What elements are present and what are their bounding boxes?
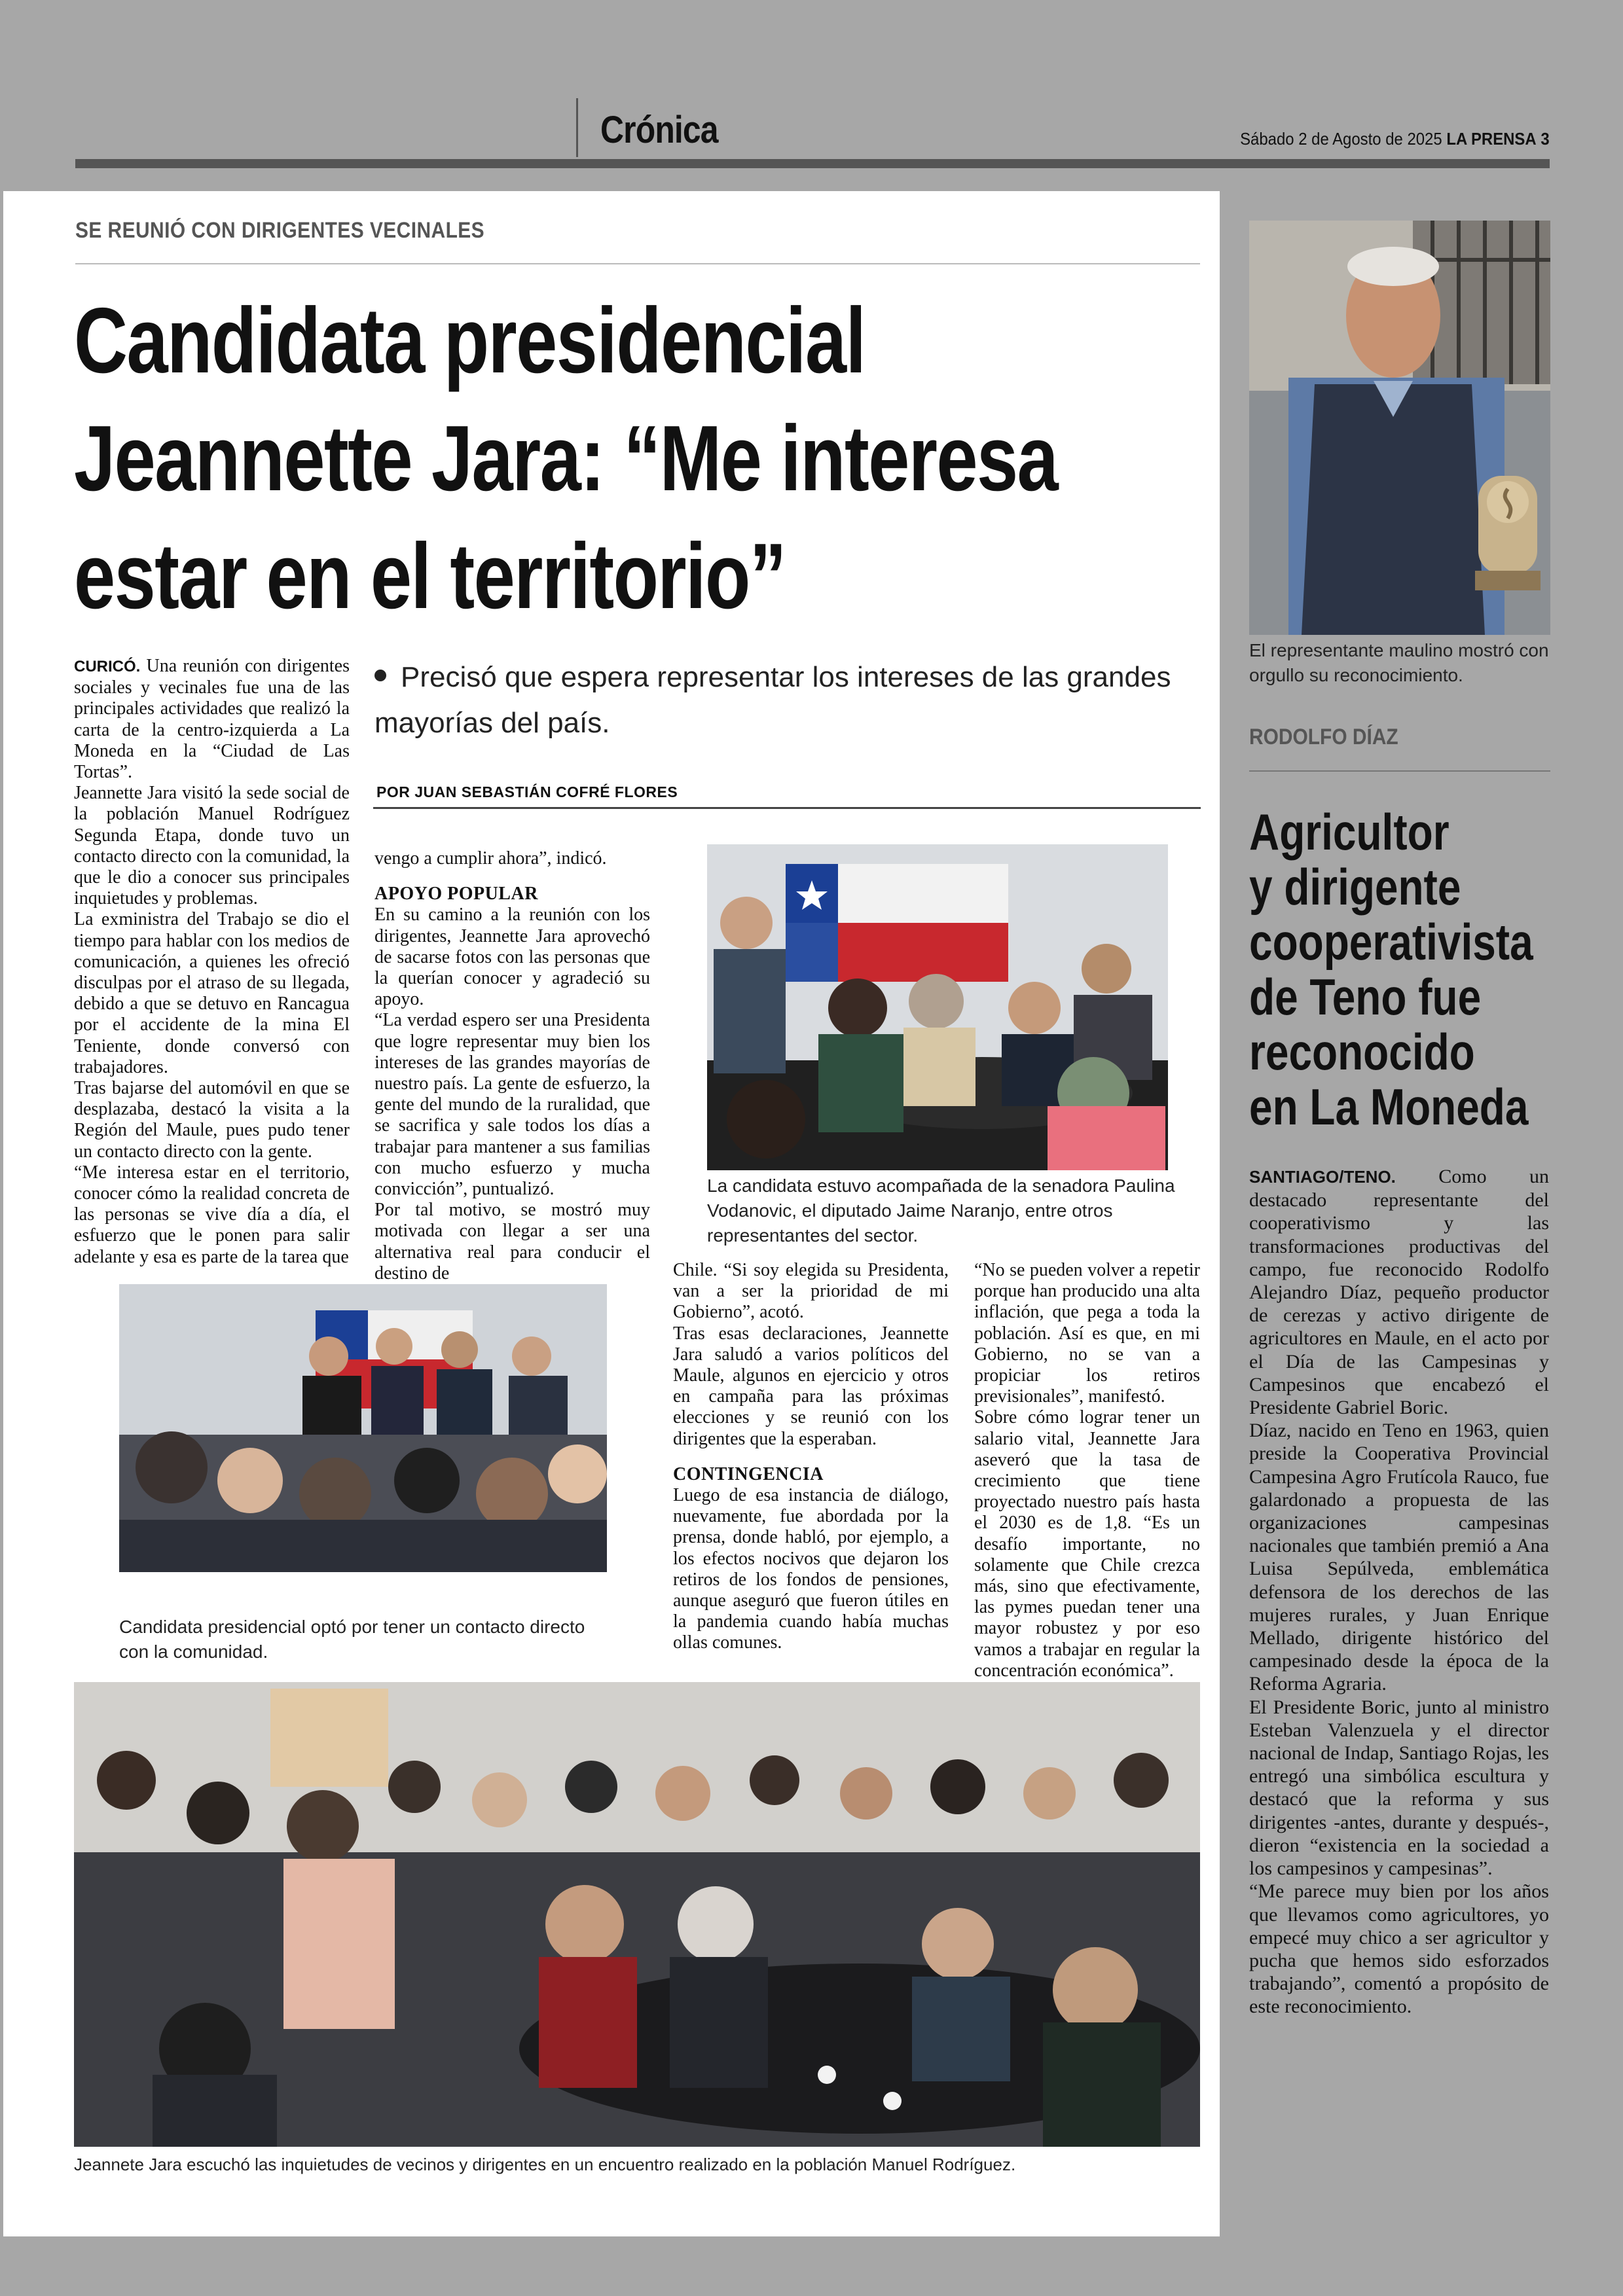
paragraph: Como un destacado representante del cooperativismo y las transformaciones productivas del campo, fue reconocido Rodolfo Alejandro Díaz, pequeño productor de cerezas y activo dirigente de agricultores en Maule, en el acto por el Día de las Campesinas y Campesinos que encabezó el Presidente Gabriel Boric. <box>1249 1166 1549 1419</box>
paragraph: “La verdad espero ser una Presidenta que logre representar muy bien los intereses de las grandes mayorías de nuestro país. La gente de esfuerzo, la gente del mundo de la ruralidad, que se sacrifica y sale todos los días a trabajar para mantener a sus familias con mucho esfuerzo y mucha convicción”, puntualizó. <box>374 1010 650 1200</box>
paragraph: Por tal motivo, se mostró muy motivada con llegar a ser una alternativa real para conducir el destino de <box>374 1200 650 1283</box>
column-1 <box>74 656 350 1268</box>
caption-photo-wide: Jeannete Jara escuchó las inquietudes de vecinos y dirigentes en un encuentro realizado en la población Manuel Rodríguez. <box>74 2155 1016 2174</box>
paragraph: Díaz, nacido en Teno en 1963, quien preside la Cooperativa Provincial Campesina Agro Frutícola Rauco, fue galardonado a propuesta de las organizaciones campesinas nacionales que también premió a Ana Luisa Sepúlveda, emblemática defensora de los derechos de las mujeres rurales, y Juan Enrique Mellado, dirigente histórico del campesinado desde la época de la Reforma Agraria. <box>1249 1420 1549 1695</box>
section-title: Crónica <box>600 109 718 151</box>
side-body <box>1249 1165 1549 2018</box>
subhead-contingencia: CONTINGENCIA <box>673 1463 824 1484</box>
side-headline-line-3: cooperativista <box>1249 913 1533 971</box>
photo-meeting-table <box>707 844 1168 1170</box>
column-2 <box>374 848 650 1284</box>
photo-rodolfo-diaz <box>1249 221 1550 635</box>
side-headline-line-5: reconocido <box>1249 1023 1475 1081</box>
side-dateline: SANTIAGO/TENO. <box>1249 1167 1396 1187</box>
paragraph: “Me interesa estar en el territorio, conocer cómo la realidad concreta de las personas se vive día a día, el esfuerzo que le ponen para salir adelante y esa es parte de la tarea que <box>74 1162 350 1267</box>
caption-photo-left: Candidata presidencial optó por tener un contacto directo con la comunidad. <box>119 1617 585 1662</box>
paragraph: vengo a cumplir ahora”, indicó. <box>374 848 607 869</box>
side-headline-line-6: en La Moneda <box>1249 1078 1529 1136</box>
paragraph: En su camino a la reunión con los dirigentes, Jeannette Jara aprovechó de sacarse fotos con las personas que la querían conocer y agradeció su apoyo. <box>374 905 650 1010</box>
issue-date: Sábado 2 de Agosto de 2025 <box>1240 129 1443 149</box>
article-summary-bullet <box>374 655 1213 746</box>
headline-line-1: Candidata presidencial <box>74 289 866 393</box>
side-headline-line-4: de Teno fue <box>1249 968 1482 1026</box>
header-rule <box>75 159 1550 168</box>
kicker-rule <box>75 263 1200 264</box>
paragraph: Tras bajarse del automóvil en que se desplazaba, destacó la visita a la Región del Maule, pues pudo tener un contacto directo con la gente. <box>74 1078 350 1162</box>
paragraph: Jeannette Jara visitó la sede social de la población Manuel Rodríguez Segunda Etapa, donde tuvo un contacto directo con la comunidad, la que le dio a conocer sus principales inquietudes y problemas. <box>74 783 350 909</box>
article-kicker: SE REUNIÓ CON DIRIGENTES VECINALES <box>75 218 485 243</box>
article-dateline: CURICÓ. <box>74 658 141 675</box>
paragraph: “No se pueden volver a repetir porque han producido una alta inflación, que pega a toda la población. Así es que, en mi Gobierno, no se van a propiciar los retiros previsionales”, manifestó. <box>974 1260 1200 1407</box>
byline-rule <box>373 807 1201 809</box>
headline-line-2: Jeannette Jara: “Me interesa <box>74 406 1058 511</box>
paragraph: El Presidente Boric, junto al ministro Esteban Valenzuela y el director nacional de Indap, Santiago Rojas, les entregó una simbólica escultura y destacó que la reforma y sus dirigentes -antes, durante y después-, dieron “existencia en la sociedad a los campesinos y campesinas”. <box>1249 1696 1549 1880</box>
page-number: 3 <box>1541 129 1550 149</box>
paragraph: Tras esas declaraciones, Jeannette Jara saludó a varios políticos del Maule, algunos en ejercicio y otros en campaña para las próximas elecciones y se reunió con los dirigentes que la esperaban. <box>673 1323 949 1449</box>
page-dateline <box>1240 129 1550 149</box>
side-kicker: RODOLFO DÍAZ <box>1249 725 1398 749</box>
photo-community-contact <box>119 1284 607 1572</box>
bullet-dot <box>374 670 386 681</box>
paragraph: Sobre cómo lograr tener un salario vital, Jeannette Jara aseveró que la tasa de crecimiento que tiene proyectado nuestro país hasta el 2030 es de 1,8. “Es un desafío importante, no solamente que Chile crezca más, sino que efectivamente, las pymes puedan tener una mayor robustez y por eso vamos a trabajar en regular la concentración económica”. <box>974 1407 1200 1681</box>
caption-rodolfo-photo: El representante maulino mostró con orgullo su reconocimiento. <box>1249 640 1549 685</box>
newspaper-name: LA PRENSA <box>1446 129 1537 149</box>
caption-photo-top: La candidata estuvo acompañada de la senadora Paulina Vodanovic, el diputado Jaime Naranjo, entre otros representantes del sector. <box>707 1175 1175 1246</box>
side-headline-line-2: y dirigente <box>1249 858 1461 916</box>
paragraph: Chile. “Si soy elegida su Presidenta, van a ser la prioridad de mi Gobierno”, acotó. <box>673 1260 949 1323</box>
summary-text: Precisó que espera representar los intereses de las grandes mayorías del país. <box>374 661 1171 739</box>
headline-line-3: estar en el territorio” <box>74 524 786 628</box>
subhead-apoyo-popular: APOYO POPULAR <box>374 884 538 905</box>
byline: POR JUAN SEBASTIÁN COFRÉ FLORES <box>376 783 678 800</box>
side-kicker-rule <box>1249 770 1550 772</box>
side-headline-line-1: Agricultor <box>1249 803 1450 861</box>
column-3 <box>673 1260 949 1654</box>
paragraph: La exministra del Trabajo se dio el tiempo para hablar con los medios de comunicación, a quienes les ofreció disculpas por el atraso de su llegada, debido a que se detuvo en Rancagua por el accidente de la mina El Teniente, donde conversó con trabajadores. <box>74 909 350 1077</box>
paragraph: “Me parece muy bien por los años que llevamos como agricultores, yo empecé muy chico a ser agricultor y pucha que hemos sido esforzados trabajando”, comentó a propósito de este reconocimiento. <box>1249 1880 1549 2018</box>
header-separator <box>576 98 578 157</box>
paragraph: Una reunión con dirigentes sociales y vecinales fue una de las principales actividades que realizó la carta de la centro-izquierda a La Moneda en la “Ciudad de Las Tortas”. <box>74 656 350 783</box>
paragraph: Luego de esa instancia de diálogo, nuevamente, fue abordada por la prensa, donde habló, por ejemplo, a los efectos nocivos que dejaron los retiros de los fondos de pensiones, aunque aseguró que fueron útiles en la pandemia cuando había muchas ollas comunes. <box>673 1485 949 1653</box>
column-4 <box>974 1260 1200 1681</box>
photo-wide-audience <box>74 1682 1200 2147</box>
